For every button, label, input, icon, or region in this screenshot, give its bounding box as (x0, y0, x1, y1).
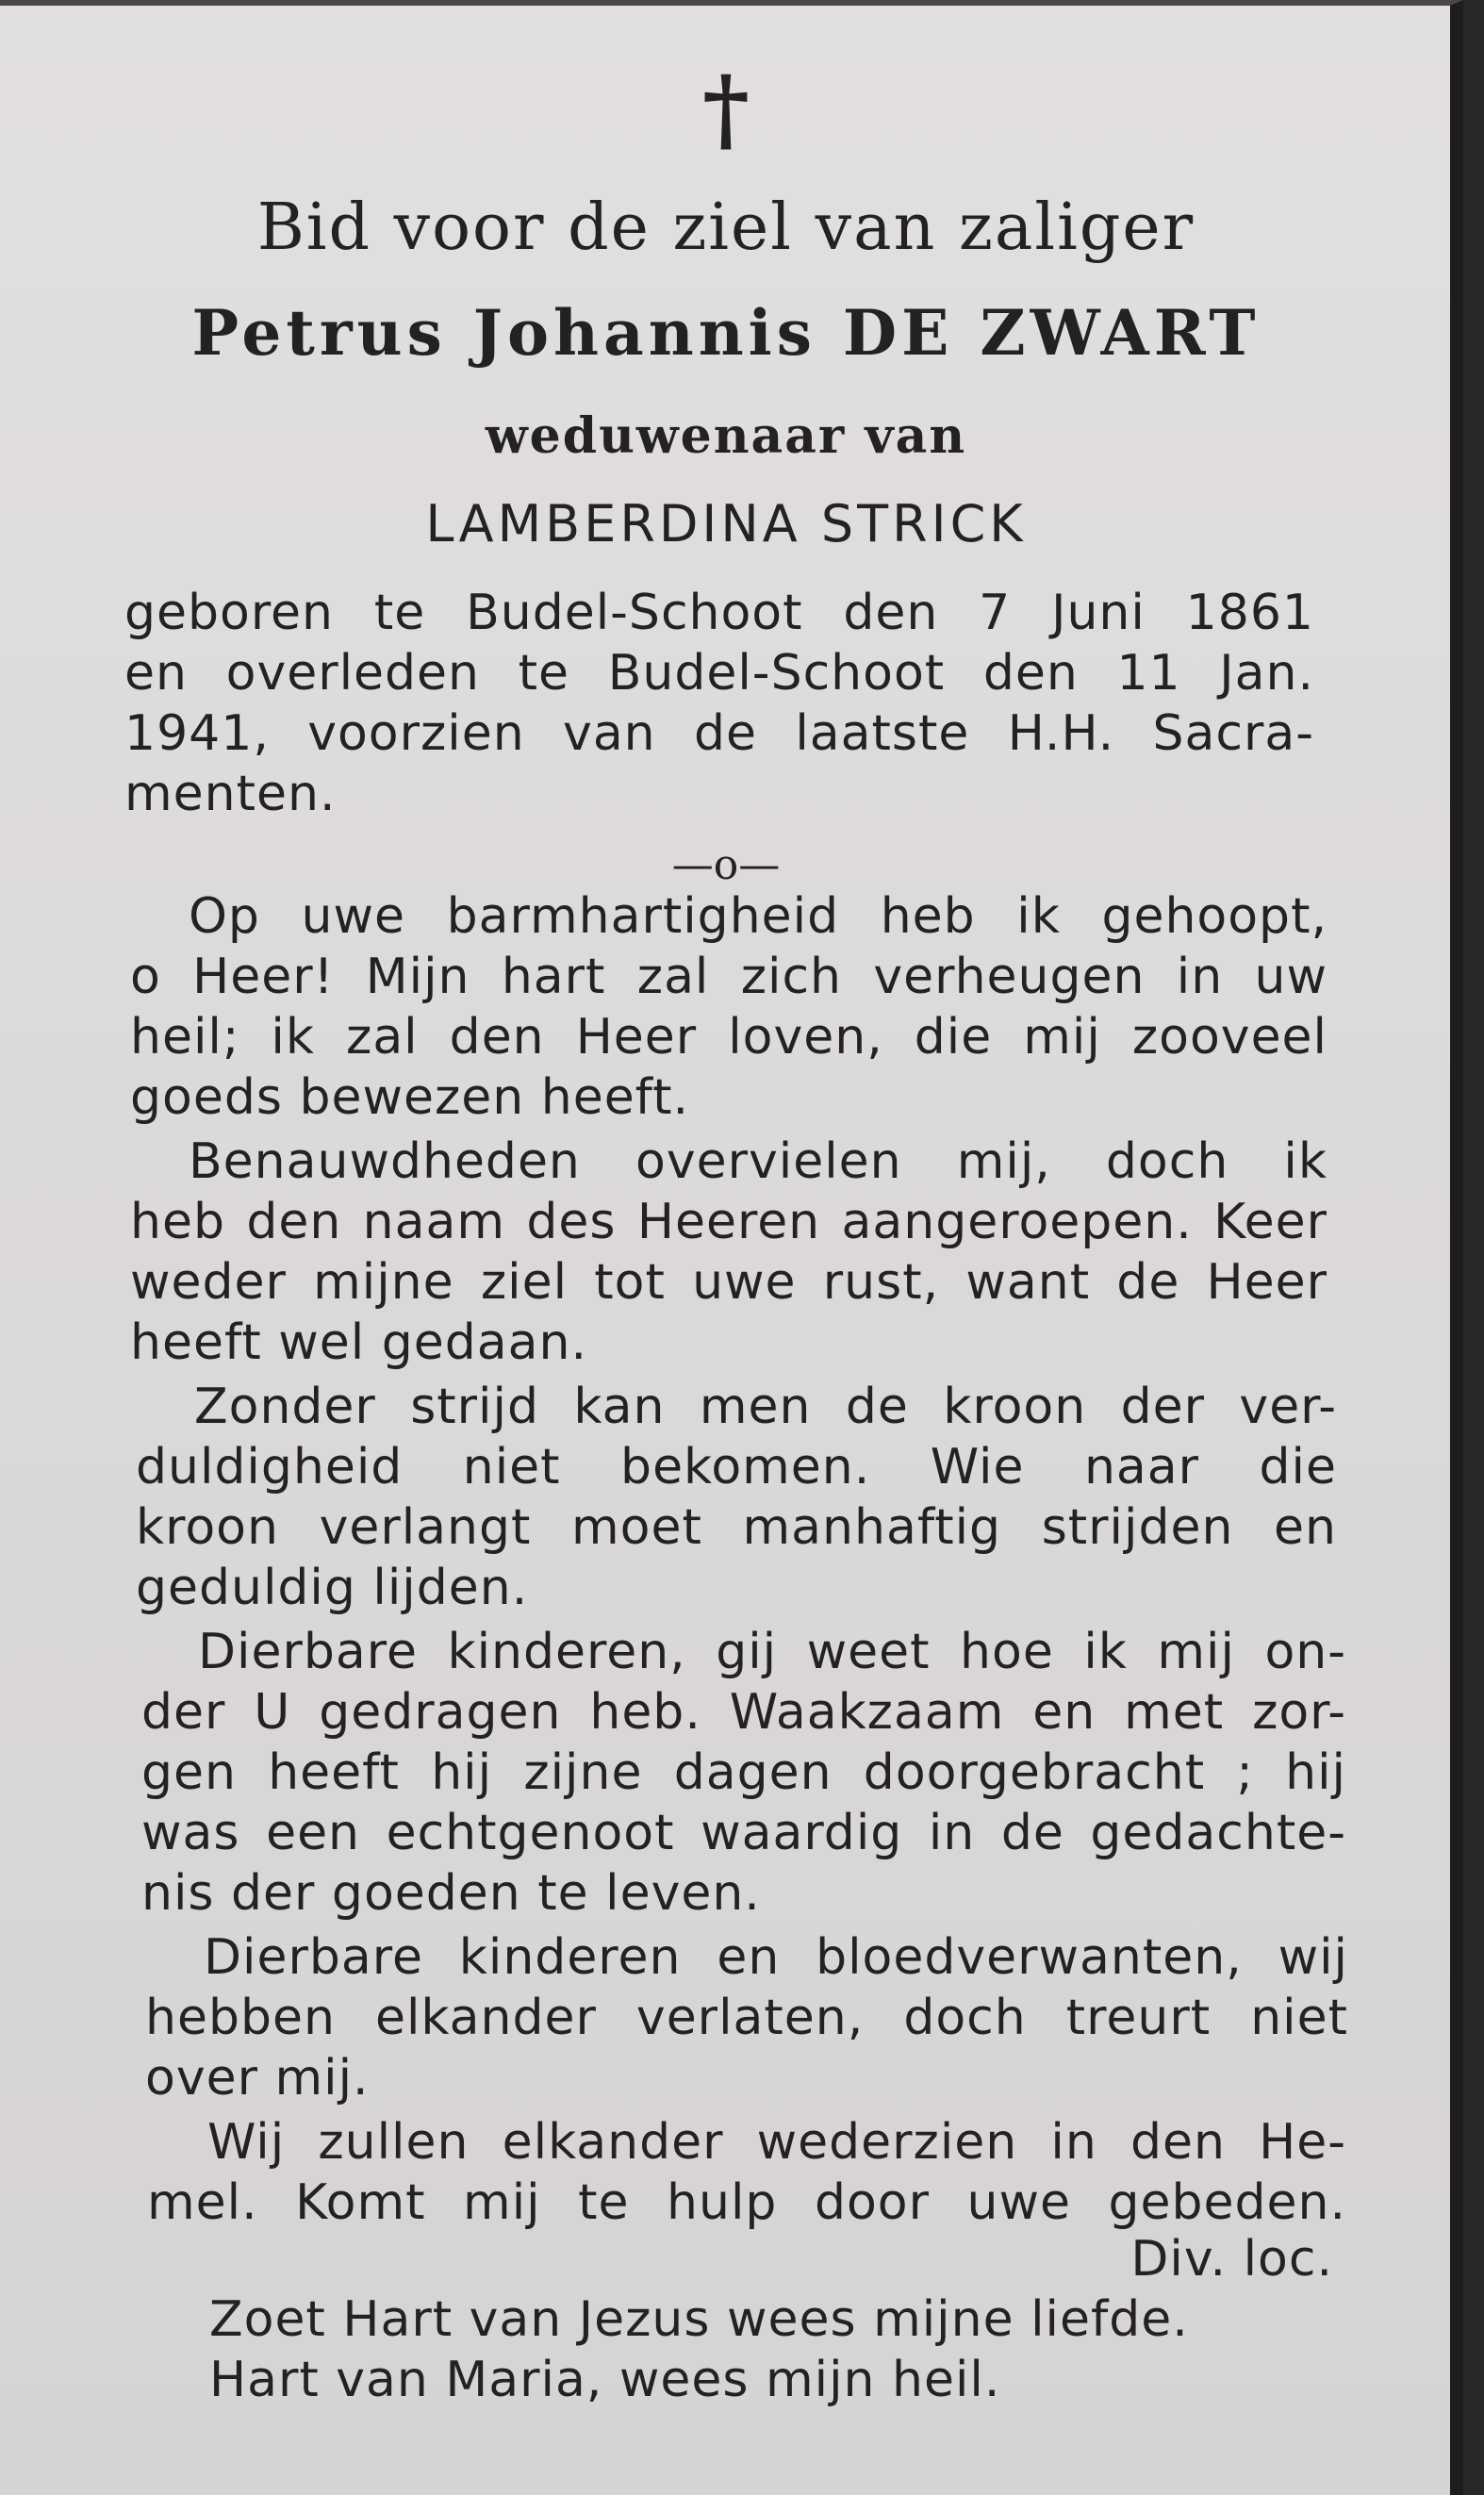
text-line: Dierbare kinderen en bloedverwanten, wij (204, 1929, 1348, 1986)
divider: —o— (671, 841, 781, 889)
closing-line: Zoet Hart van Jezus wees mijne liefde. (209, 2291, 1189, 2348)
text-line: geduldig lijden. (136, 1560, 529, 1616)
text-line: nis der goeden te leven. (141, 1865, 761, 1922)
text-line: Dierbare kinderen, gij weet hoe ik mij on- (198, 1624, 1346, 1680)
text-line: Wij zullen elkander wederzien in den He- (207, 2114, 1346, 2171)
text-line: duldigheid niet bekomen. Wie naar die (136, 1439, 1337, 1495)
text-line: der U gedragen heb. Waakzaam en met zor- (141, 1684, 1346, 1741)
text-line: heb den naam des Heeren aangeroepen. Keer (130, 1194, 1327, 1250)
deceased-name: Petrus Johannis DE ZWART (191, 296, 1261, 370)
spouse-name: LAMBERDINA STRICK (425, 494, 1027, 554)
text-line: Zonder strijd kan men de kroon der ver- (194, 1379, 1337, 1435)
text-line: hebben elkander verlaten, doch treurt niet (145, 1990, 1348, 2046)
text-line: mel. Komt mij te hulp door uwe gebeden. (147, 2174, 1346, 2231)
attribution: Div. loc. (1130, 2231, 1333, 2288)
text-line: heil; ik zal den Heer loven, die mij zooveel (130, 1009, 1327, 1066)
text-line: over mij. (145, 2050, 370, 2107)
text-line: goeds bewezen heeft. (130, 1069, 689, 1126)
text-line: weder mijne ziel tot uwe rust, want de Heer (130, 1254, 1327, 1311)
text-line: Op uwe barmhartigheid heb ik gehoopt, (189, 888, 1327, 945)
text-line: gen heeft hij zijne dagen doorgebracht ; hij (141, 1744, 1346, 1801)
bio-line: en overleden te Budel-Schoot den 11 Jan. (124, 645, 1314, 702)
prayer-intro: Bid voor de ziel van zaliger (256, 190, 1195, 265)
closing-line: Hart van Maria, wees mijn heil. (209, 2352, 1001, 2408)
text-line: kroon verlangt moet manhaftig strijden en (136, 1499, 1337, 1556)
text-line: was een echtgenoot waardig in de gedachte- (141, 1805, 1346, 1861)
bio-line: 1941, voorzien van de laatste H.H. Sacra- (124, 705, 1314, 762)
bio-line: geboren te Budel-Schoot den 7 Juni 1861 (124, 585, 1314, 641)
bio-line: menten. (124, 766, 337, 822)
cross-icon: † (701, 56, 750, 162)
text-line: heeft wel gedaan. (130, 1314, 587, 1371)
widower-label: weduwenaar van (485, 407, 967, 465)
text-line: o Heer! Mijn hart zal zich verheugen in uw (130, 949, 1327, 1005)
text-line: Benauwdheden overvielen mij, doch ik (189, 1133, 1327, 1190)
